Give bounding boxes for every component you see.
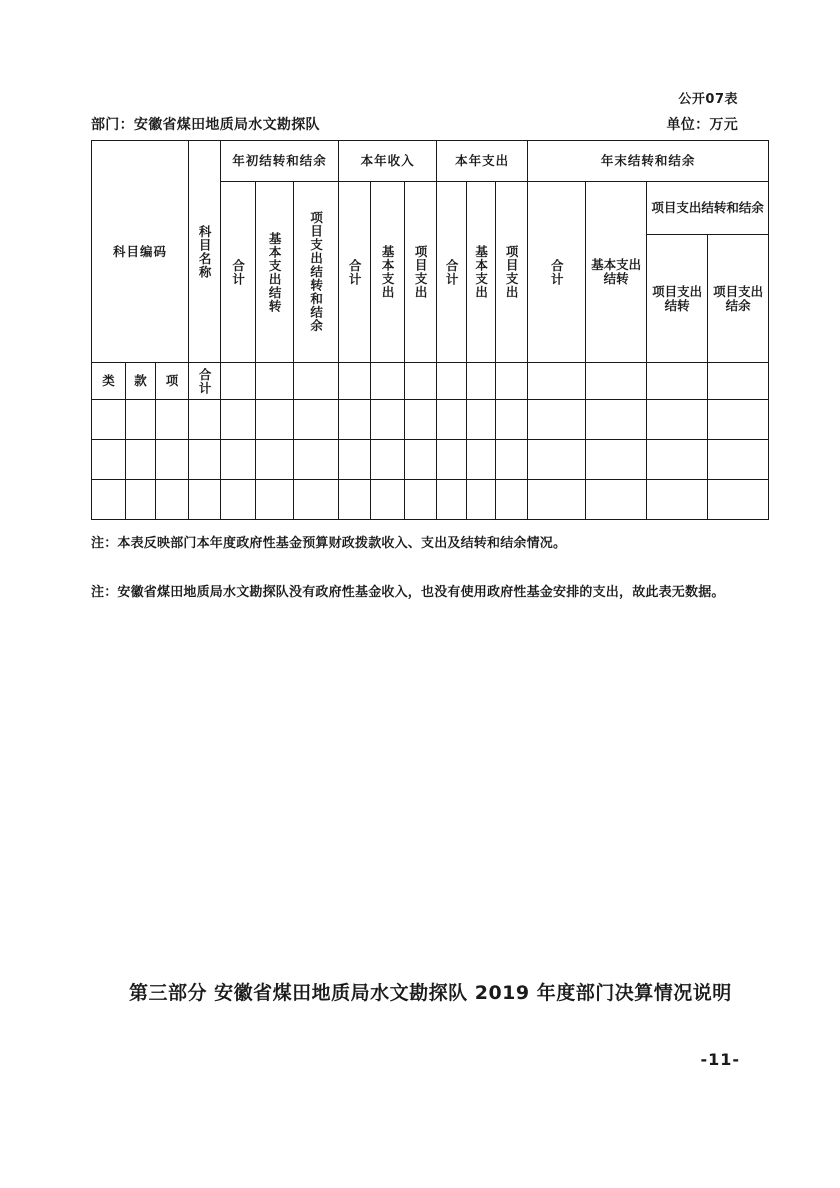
section-heading: 第三部分 安徽省煤田地质局水文勘探队 2019 年度部门决算情况说明 <box>129 982 732 1004</box>
data-cell[interactable] <box>405 363 437 400</box>
data-cell[interactable] <box>528 480 586 520</box>
data-cell[interactable] <box>496 480 528 520</box>
data-cell[interactable] <box>467 363 496 400</box>
data-cell[interactable] <box>496 363 528 400</box>
data-cell[interactable] <box>126 480 156 520</box>
data-cell[interactable] <box>708 480 769 520</box>
data-cell[interactable] <box>586 400 647 440</box>
data-cell[interactable] <box>405 480 437 520</box>
data-cell[interactable] <box>708 363 769 400</box>
header-expense-basic-exp: 基本支出 <box>467 182 496 363</box>
header-begin-basic-exp-carryover: 基本支出结转 <box>256 182 294 363</box>
header-income-total: 合计 <box>339 182 371 363</box>
financial-table-wrapper <box>91 140 764 520</box>
data-cell[interactable] <box>256 363 294 400</box>
data-cell[interactable] <box>92 440 126 480</box>
header-end-project-exp-carryover: 项目支出结转 <box>647 235 708 363</box>
data-cell[interactable] <box>339 363 371 400</box>
data-cell[interactable] <box>92 400 126 440</box>
sheet-code-label: 公开07表 <box>678 92 738 107</box>
table-row <box>92 440 769 480</box>
data-cell[interactable] <box>92 480 126 520</box>
data-cell[interactable] <box>437 480 467 520</box>
data-cell[interactable] <box>528 400 586 440</box>
data-cell[interactable] <box>371 363 405 400</box>
data-cell[interactable] <box>126 400 156 440</box>
government-fund-budget-table <box>91 140 769 520</box>
note-item: 注：安徽省煤田地质局水文勘探队没有政府性基金收入，也没有使用政府性基金安排的支出，故此表无数据。 <box>91 584 725 600</box>
data-cell[interactable] <box>156 400 189 440</box>
header-end-project-exp-balance: 项目支出结余 <box>708 235 769 363</box>
data-cell[interactable] <box>437 440 467 480</box>
data-cell[interactable] <box>528 440 586 480</box>
data-cell[interactable] <box>371 400 405 440</box>
data-cell[interactable] <box>221 440 256 480</box>
data-cell[interactable] <box>256 400 294 440</box>
data-cell[interactable] <box>371 440 405 480</box>
data-cell[interactable] <box>586 440 647 480</box>
data-cell[interactable] <box>339 440 371 480</box>
table-row-code-legend <box>92 363 769 400</box>
data-cell[interactable] <box>496 400 528 440</box>
header-begin-project-exp-carryover-and-balance: 项目支出结转和结余 <box>294 182 339 363</box>
unit-label: 单位：万元 <box>666 117 738 133</box>
data-cell[interactable] <box>496 440 528 480</box>
header-expense-total: 合计 <box>437 182 467 363</box>
code-item-cell: 项 <box>156 363 189 400</box>
header-group-year-income: 本年收入 <box>339 141 437 182</box>
code-class-cell: 类 <box>92 363 126 400</box>
data-cell[interactable] <box>221 400 256 440</box>
data-cell[interactable] <box>256 480 294 520</box>
table-row <box>92 480 769 520</box>
table-meta-row <box>91 114 738 134</box>
row-total-cell: 合计 <box>189 363 221 400</box>
header-income-basic-exp: 基本支出 <box>371 182 405 363</box>
data-cell[interactable] <box>647 480 708 520</box>
table-header-row-groups <box>92 141 769 182</box>
data-cell[interactable] <box>467 400 496 440</box>
data-cell[interactable] <box>586 363 647 400</box>
header-end-total: 合计 <box>528 182 586 363</box>
data-cell[interactable] <box>189 480 221 520</box>
header-group-year-expense: 本年支出 <box>437 141 528 182</box>
header-income-project-exp: 项目支出 <box>405 182 437 363</box>
data-cell[interactable] <box>294 440 339 480</box>
header-group-begin-balance: 年初结转和结余 <box>221 141 339 182</box>
data-cell[interactable] <box>339 480 371 520</box>
header-group-end-balance: 年末结转和结余 <box>528 141 769 182</box>
header-subject-code: 科目编码 <box>92 141 189 363</box>
header-subject-name: 科目名称 <box>189 141 221 363</box>
header-expense-project-exp: 项目支出 <box>496 182 528 363</box>
data-cell[interactable] <box>647 363 708 400</box>
data-cell[interactable] <box>467 440 496 480</box>
header-end-basic-exp-carryover: 基本支出结转 <box>586 182 647 363</box>
data-cell[interactable] <box>405 400 437 440</box>
header-end-project-exp-carryover-and-balance: 项目支出结转和结余 <box>647 182 769 235</box>
data-cell[interactable] <box>294 400 339 440</box>
data-cell[interactable] <box>221 480 256 520</box>
data-cell[interactable] <box>156 480 189 520</box>
data-cell[interactable] <box>437 400 467 440</box>
data-cell[interactable] <box>647 400 708 440</box>
data-cell[interactable] <box>189 400 221 440</box>
page-number: -11- <box>700 1050 740 1069</box>
data-cell[interactable] <box>647 440 708 480</box>
data-cell[interactable] <box>708 440 769 480</box>
data-cell[interactable] <box>371 480 405 520</box>
table-row <box>92 400 769 440</box>
data-cell[interactable] <box>528 363 586 400</box>
data-cell[interactable] <box>189 440 221 480</box>
data-cell[interactable] <box>294 363 339 400</box>
data-cell[interactable] <box>294 480 339 520</box>
data-cell[interactable] <box>405 440 437 480</box>
note-item: 注：本表反映部门本年度政府性基金预算财政拨款收入、支出及结转和结余情况。 <box>91 536 567 551</box>
data-cell[interactable] <box>126 440 156 480</box>
header-begin-total: 合计 <box>221 182 256 363</box>
data-cell[interactable] <box>586 480 647 520</box>
data-cell[interactable] <box>437 363 467 400</box>
data-cell[interactable] <box>708 400 769 440</box>
data-cell[interactable] <box>156 440 189 480</box>
data-cell[interactable] <box>256 440 294 480</box>
data-cell[interactable] <box>339 400 371 440</box>
data-cell[interactable] <box>221 363 256 400</box>
department-label: 部门：安徽省煤田地质局水文勘探队 <box>91 117 320 133</box>
table-notes <box>91 532 751 605</box>
code-section-cell: 款 <box>126 363 156 400</box>
data-cell[interactable] <box>467 480 496 520</box>
